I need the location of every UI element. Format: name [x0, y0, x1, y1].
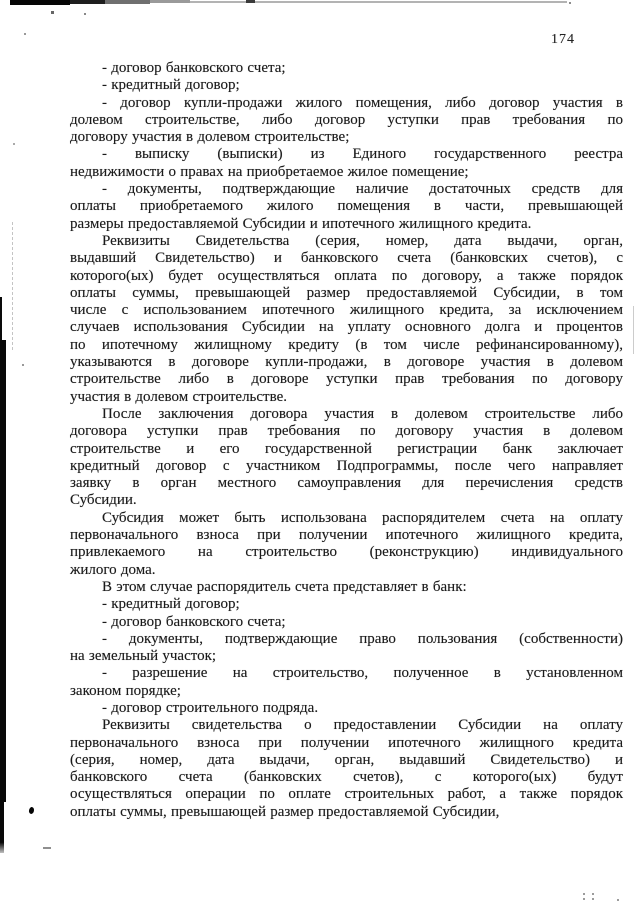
text-line: - кредитный договор; — [102, 596, 240, 613]
text-line: В этом случае распорядитель счета представляет в банк: — [102, 578, 467, 595]
scan-speck — [13, 143, 15, 145]
text-line: строительстве либо в договоре уступки прав требования по договору — [70, 371, 623, 388]
page-number: 174 — [551, 32, 575, 47]
scan-speck — [583, 893, 585, 895]
text-line: Реквизиты Свидетельства (серия, номер, дата выдачи, орган, — [102, 232, 623, 249]
scan-speck — [617, 899, 619, 901]
text-line: размеры предоставляемой Субсидии и ипотечного жилищного кредита. — [70, 215, 532, 232]
ink-dot — [28, 807, 34, 815]
text-line: на земельный участок; — [70, 648, 217, 665]
text-line: - документы, подтверждающие право пользования (собственности) — [102, 630, 623, 647]
text-line: Субсидии. — [70, 492, 137, 509]
text-line: Субсидия может быть использована распорядителем счета на оплату — [102, 509, 623, 526]
scan-streak-top — [10, 0, 70, 5]
scan-streak-top — [70, 0, 105, 4]
text-line: законом порядке; — [70, 682, 181, 699]
scan-speck — [592, 893, 594, 895]
text-line: - разрешение на строительство, полученное в установленном — [102, 665, 623, 682]
text-line: числе с использованием ипотечного жилищного кредита, за исключением — [70, 302, 623, 319]
scan-speck — [569, 2, 571, 4]
text-line: - договор купли-продажи жилого помещения, либо договор участия в — [102, 94, 623, 111]
text-line: После заключения договора участия в долевом строительстве либо — [102, 405, 623, 422]
text-line: кредитный договор с участником Подпрограммы, после чего направляет — [70, 457, 623, 474]
text-line: оплаты суммы, превышающей размер предоставляемой Субсидии, — [70, 803, 500, 820]
text-line: недвижимости о правах на приобретаемое жилое помещение; — [70, 163, 469, 180]
text-line: участия в долевом строительстве. — [70, 388, 288, 405]
text-line: - выписку (выписки) из Единого государственного реестра — [102, 146, 623, 163]
text-line: долевом строительстве, либо договор уступки прав требования по — [70, 111, 623, 128]
scan-speck — [84, 13, 86, 15]
scan-speck — [583, 898, 585, 900]
text-line: - документы, подтверждающие наличие достаточных средств для — [102, 181, 623, 198]
text-line: первоначального взноса при получении ипотечного жилищного кредита — [70, 734, 623, 751]
text-line: осуществляться операции по оплате строительных работ, а также порядок — [70, 786, 623, 803]
text-line: (серия, номер, дата выдачи, орган, выдавший Свидетельство) и — [70, 751, 623, 768]
scan-speck — [24, 33, 26, 35]
text-line: указываются в договоре купли-продажи, в договоре участия в долевом — [70, 354, 623, 371]
scan-dashed-line-left — [12, 222, 13, 350]
document-body — [70, 60, 623, 821]
text-line: оплаты приобретаемого жилого помещения в части, превышающей — [70, 198, 623, 215]
scan-bar-left — [0, 297, 2, 343]
text-line: по ипотечному жилищному кредиту (в том числе рефинансированному), — [70, 336, 623, 353]
text-line: заявку в орган местного самоуправления для перечисления средств — [70, 475, 623, 492]
text-line: случаев использования Субсидии на уплату основного долга и процентов — [70, 319, 623, 336]
scan-line-right — [633, 306, 634, 354]
text-line: первоначального взноса при получении ипотечного жилищного кредита, — [70, 527, 623, 544]
text-line: - договор строительного подряда. — [102, 699, 319, 716]
ink-dash — [43, 847, 51, 849]
text-line: - договор банковского счета; — [102, 613, 286, 630]
scan-speck — [592, 898, 594, 900]
text-line: оплаты суммы, превышающей размер предоставляемой Субсидии, в том — [70, 284, 623, 301]
scan-streak-top — [105, 0, 150, 4]
text-line: - договор банковского счета; — [102, 60, 286, 76]
text-line: которого(ых) будет осуществляться оплата по договору, а также порядок — [70, 267, 623, 284]
text-line: привлекаемого на строительство (реконструкцию) индивидуального — [70, 544, 623, 561]
scan-speck — [51, 11, 54, 14]
text-line: договора уступки прав требования по договору участия в долевом — [70, 423, 623, 440]
text-line: жилого дома. — [70, 561, 156, 578]
text-line: Реквизиты свидетельства о предоставлении Субсидии на оплату — [102, 717, 623, 734]
scan-speck — [22, 364, 24, 366]
text-line: - кредитный договор; — [102, 77, 240, 94]
scan-bar-left — [0, 340, 6, 802]
scan-streak-tick — [246, 0, 255, 3]
text-line: банковского счета (банковских счетов), с которого(ых) будут — [70, 769, 623, 786]
text-line: строительстве и его государственной регистрации банк заключает — [70, 440, 623, 457]
scan-bar-left — [0, 800, 4, 853]
text-line: выдавший Свидетельство) и банковского счета (банковских счетов), с — [70, 250, 623, 267]
text-line: договору участия в долевом строительстве; — [70, 129, 350, 146]
scan-streak-top — [150, 0, 190, 3]
